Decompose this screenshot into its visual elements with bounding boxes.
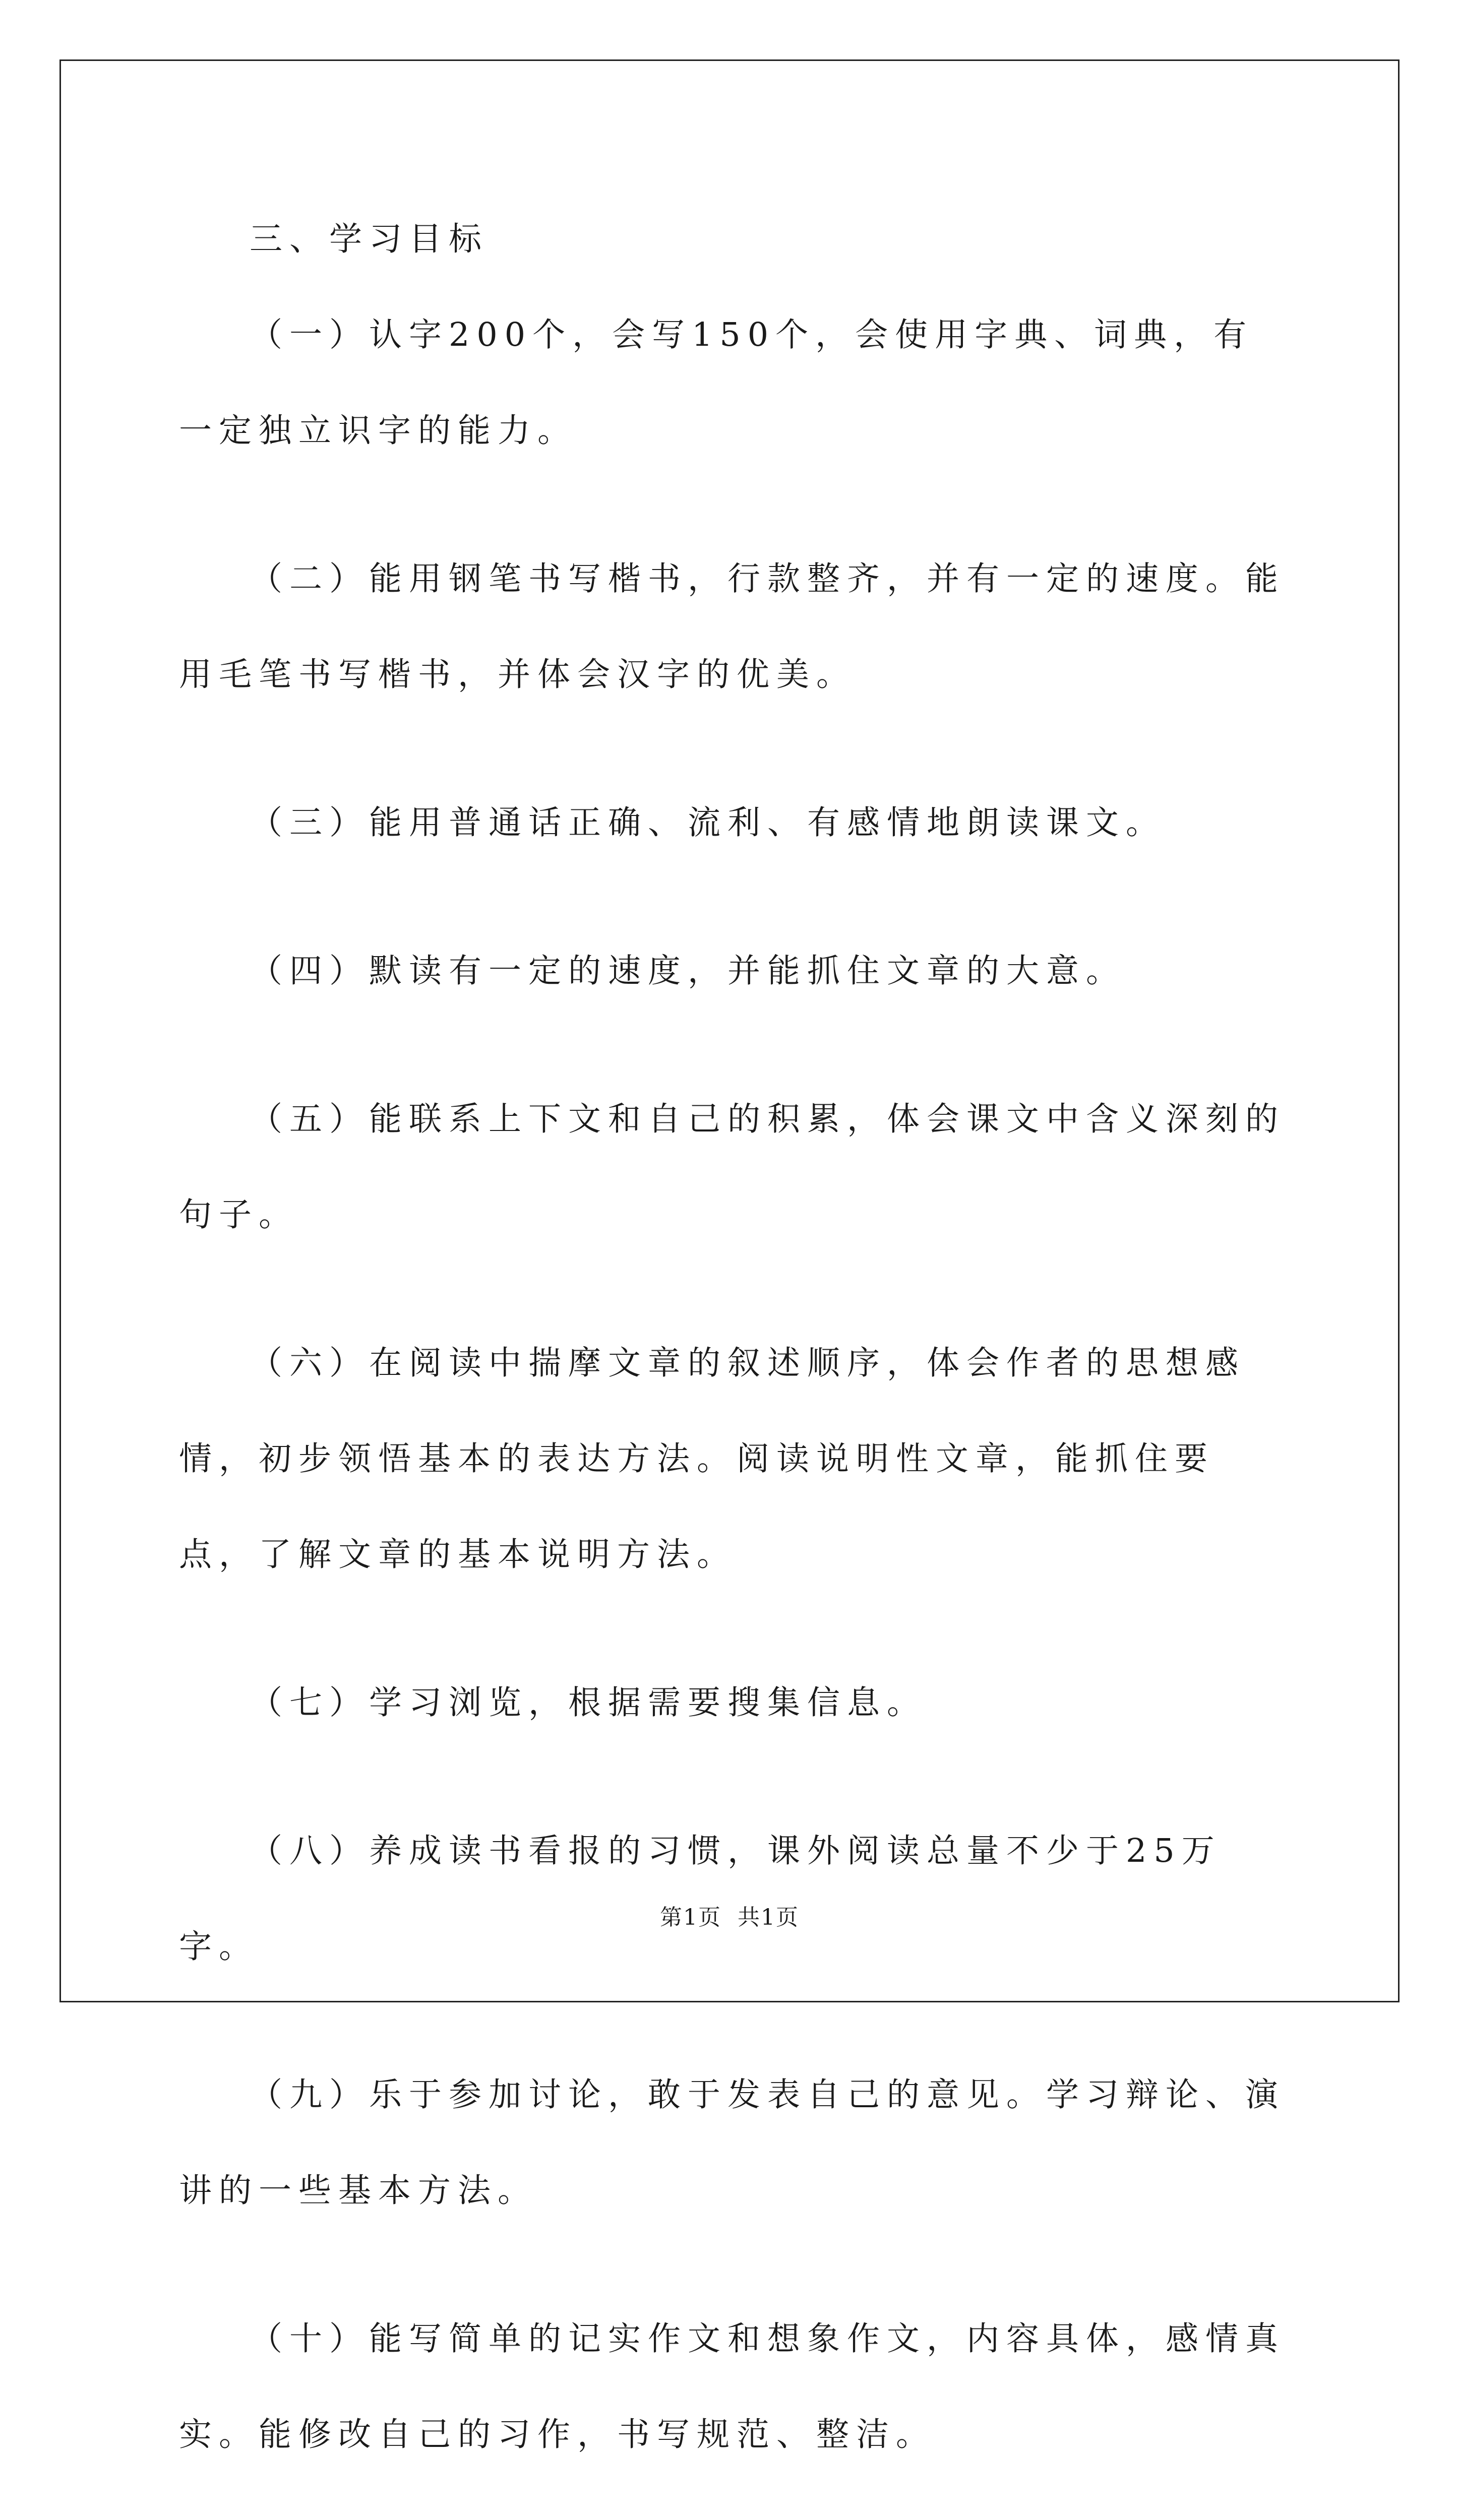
paragraph: （六）在阅读中揣摩文章的叙述顺序，体会作者的思想感情，初步领悟基本的表达方法。阅读说明性文章，能抓住要点，了解文章的基本说明方法。 (179, 1344, 1246, 1573)
page-footer (0, 1899, 1459, 1931)
page-number: 第1页 (660, 1905, 721, 1930)
page-count: 共1页 (738, 1905, 799, 1930)
paragraph: （十）能写简单的记实作文和想象作文，内容具体，感情真实。能修改自己的习作，书写规范、整洁。 (179, 2320, 1286, 2453)
paragraph: （五）能联系上下文和自己的积累，体会课文中含义深刻的句子。 (179, 1100, 1286, 1234)
paragraph: （二）能用钢笔书写楷书，行款整齐，并有一定的速度。能用毛笔书写楷书，并体会汉字的优美。 (179, 560, 1286, 694)
paragraph: （九）乐于参加讨论，敢于发表自己的意见。学习辩论、演讲的一些基本方法。 (179, 2076, 1286, 2210)
paragraph: （一）认字200个，会写150个，会使用字典、词典，有一定独立识字的能力。 (179, 316, 1254, 450)
paragraph: （七）学习浏览，根据需要搜集信息。 (250, 1684, 927, 1722)
paragraph: （四）默读有一定的速度，并能抓住文章的大意。 (250, 952, 1126, 990)
section-heading: 三、学习目标 (250, 220, 489, 258)
paragraph: （八）养成读书看报的习惯，课外阅读总量不少于25万字。 (179, 1832, 1222, 1966)
paragraph: （三）能用普通话正确、流利、有感情地朗读课文。 (250, 804, 1166, 842)
document-body (179, 192, 1288, 2520)
